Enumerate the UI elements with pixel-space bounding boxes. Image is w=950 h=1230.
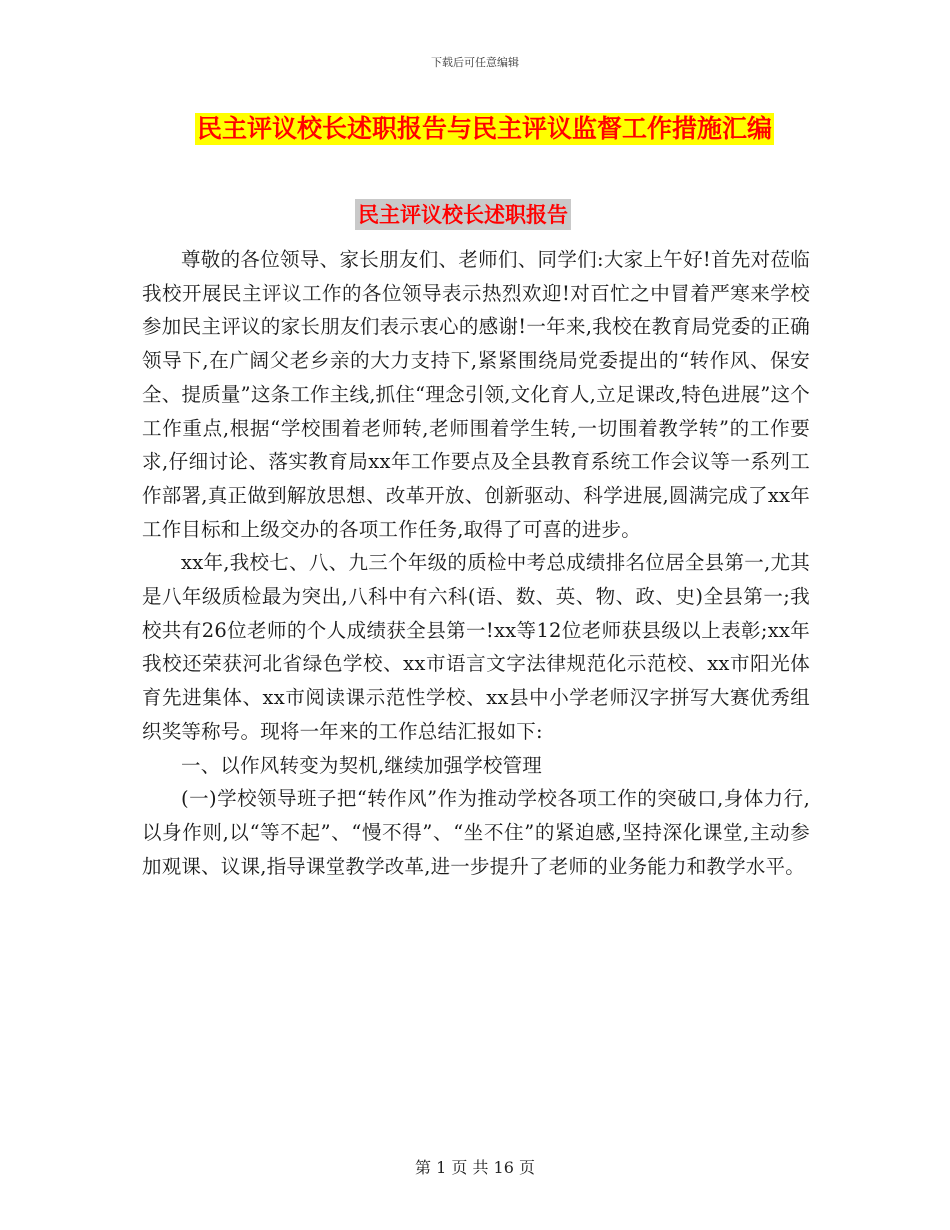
- paragraph-greeting: 尊敬的各位领导、家长朋友们、老师们、同学们:大家上午好!首先对莅临我校开展民主评议工作的各位领导表示热烈欢迎!对百忙之中冒着严寒来学校参加民主评议的家长朋友们表示衷心的感谢!一年来,我校在教育局党委的正确领导下,在广阔父老乡亲的大力支持下,紧紧围绕局党委提出的“转作风、保安全、提质量”这条工作主线,抓住“理念引领,文化育人,立足课改,特色进展”这个工作重点,根据“学校围着老师转,老师围着学生转,一切围着教学转”的工作要求,仔细讨论、落实教育局xx年工作要点及全县教育系统工作会议等一系列工作部署,真正做到解放思想、改革开放、创新驱动、科学进展,圆满完成了xx年工作目标和上级交办的各项工作任务,取得了可喜的进步。: [142, 248, 810, 541]
- page-number: 第 1 页 共 16 页: [415, 1158, 535, 1177]
- paragraph-achievements: xx年,我校七、八、九三个年级的质检中考总成绩排名位居全县第一,尤其是八年级质检最为突出,八科中有六科(语、数、英、物、政、史)全县第一;我校共有26位老师的个人成绩获全县第一!xx等12位老师获县级以上表彰;xx年我校还荣获河北省绿色学校、xx市语言文字法律规范化示范校、xx市阳光体育先进集体、xx市阅读课示范性学校、xx县中小学老师汉字拼写大赛优秀组织奖等称号。现将一年来的工作总结汇报如下:: [142, 551, 810, 743]
- document-body: [142, 243, 810, 883]
- section-title: 民主评议校长述职报告: [355, 199, 571, 230]
- document-title: 民主评议校长述职报告与民主评议监督工作措施汇编: [197, 114, 773, 143]
- paragraph-heading-one: 一、以作风转变为契机,继续加强学校管理: [181, 753, 542, 777]
- header-note: 下载后可任意编辑: [431, 56, 519, 69]
- paragraph-item-one: (一)学校领导班子把“转作风”作为推动学校各项工作的突破口,身体力行,以身作则,以“等不起”、“慢不得”、“坐不住”的紧迫感,坚持深化课堂,主动参加观课、议课,指导课堂教学改革,进一步提升了老师的业务能力和教学水平。: [142, 787, 810, 878]
